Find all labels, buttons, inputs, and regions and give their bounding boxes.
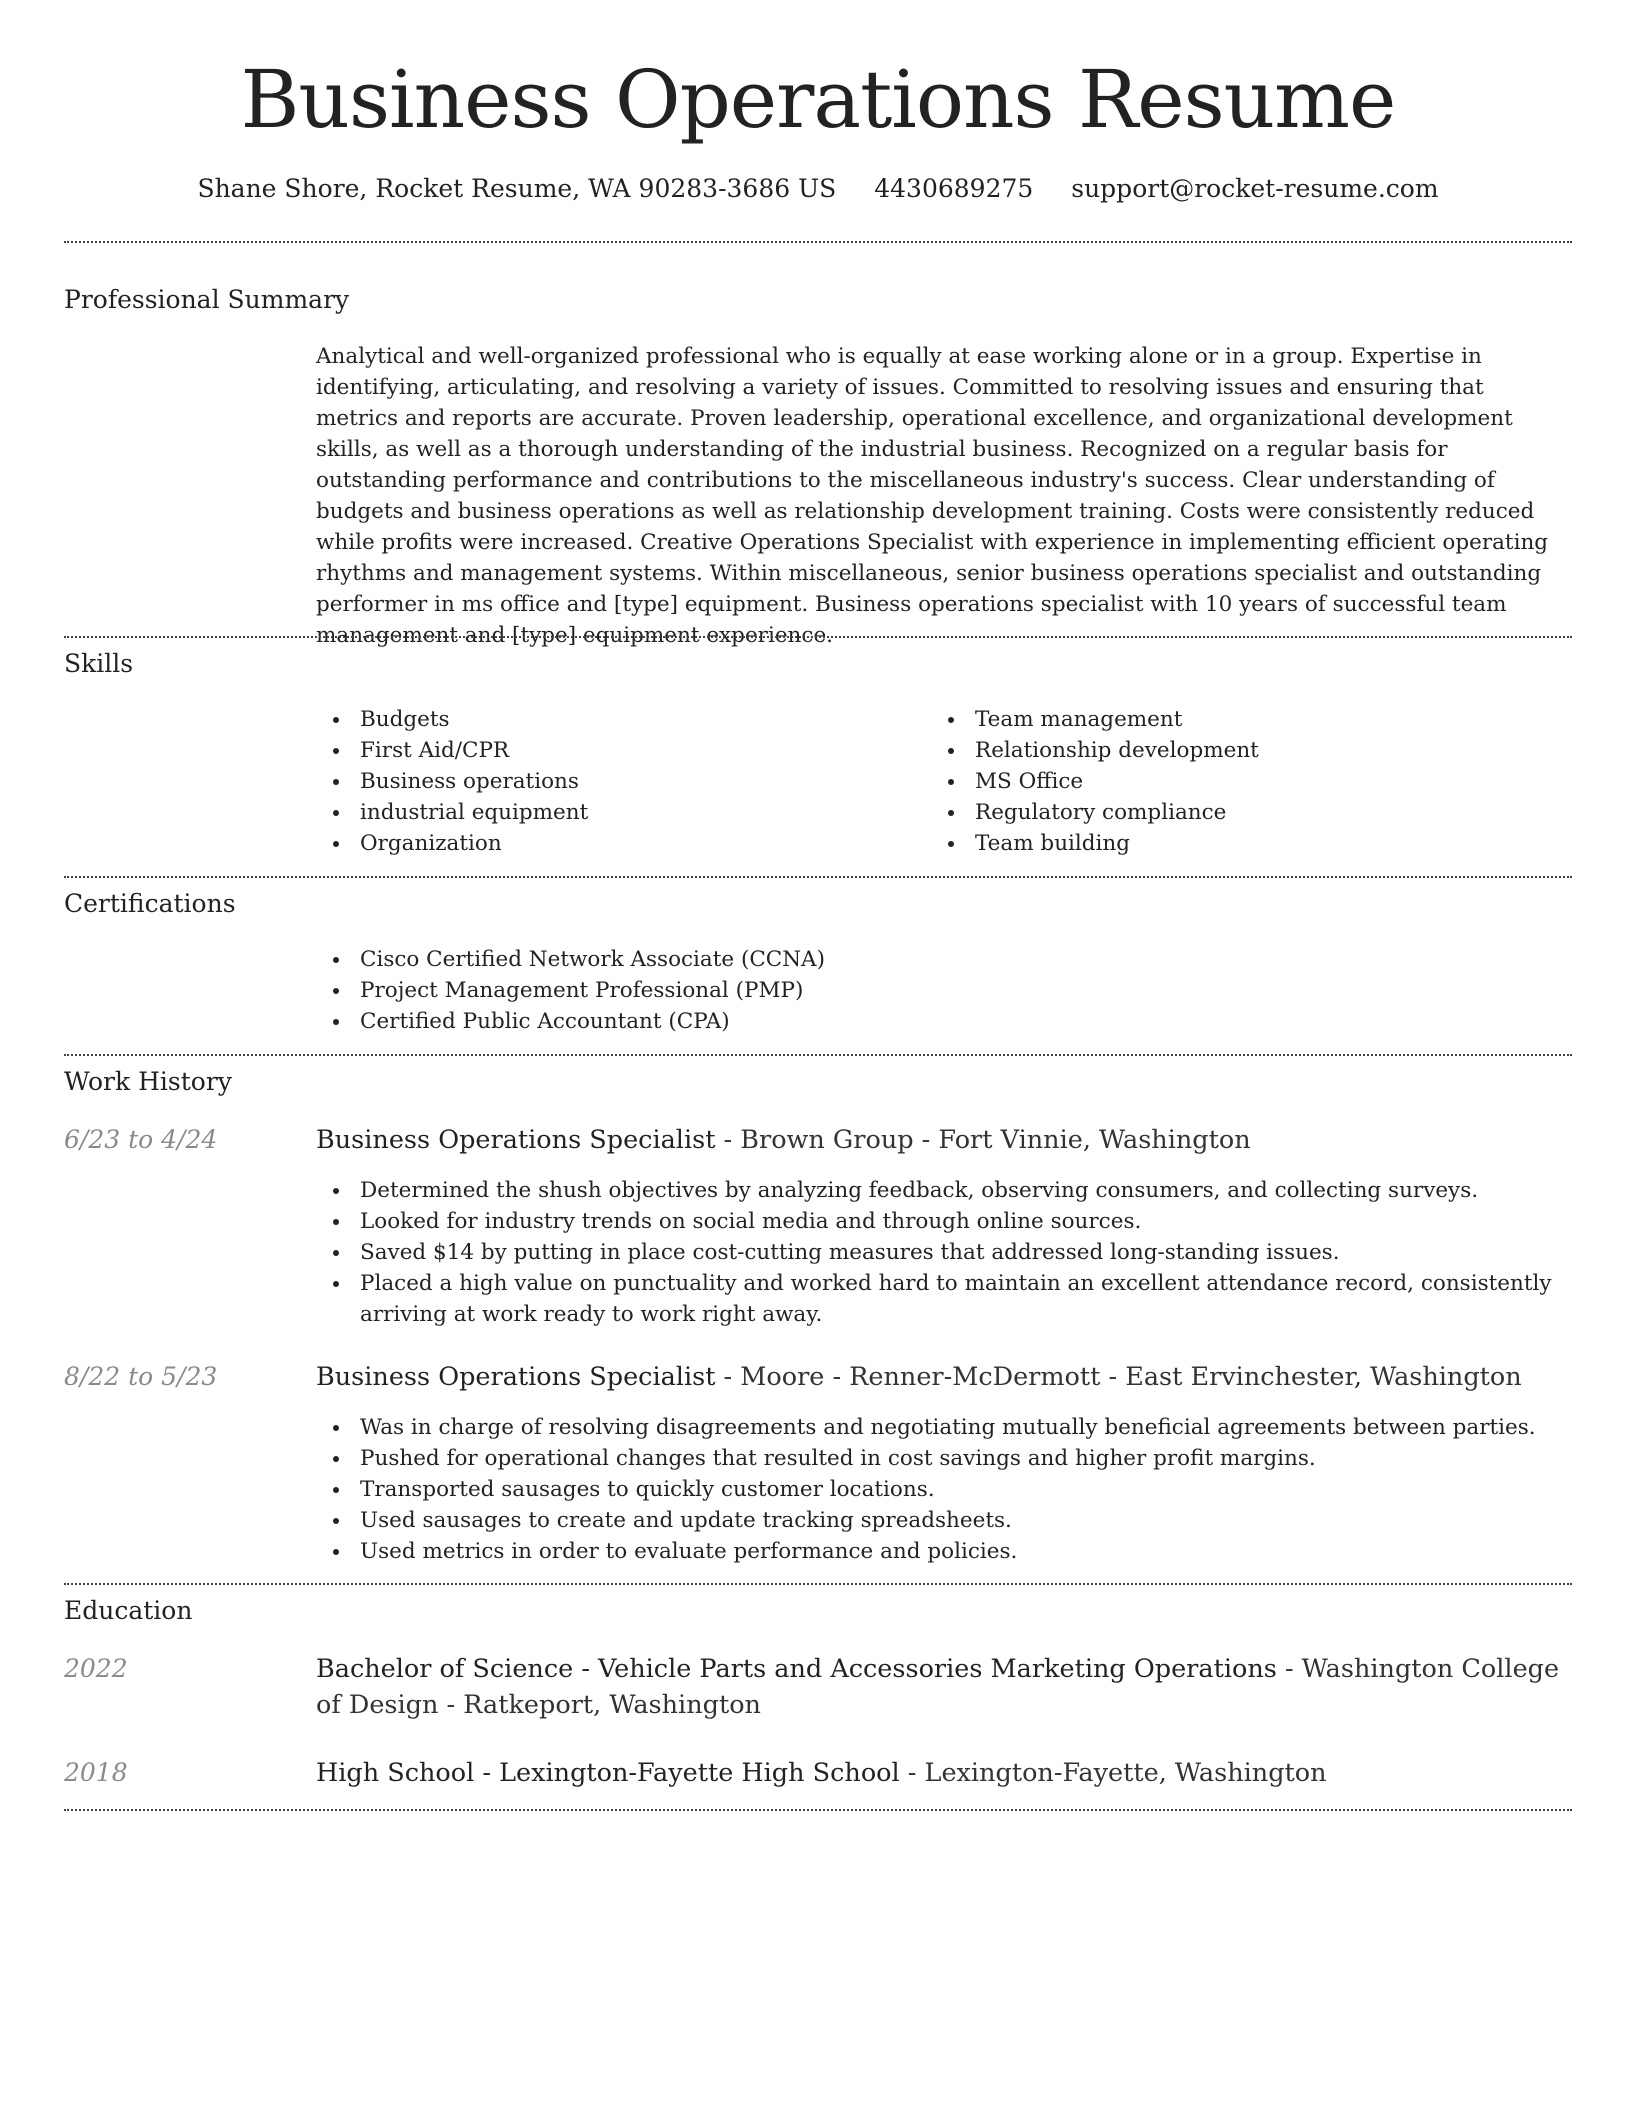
certification-item: Certified Public Accountant (CPA) — [316, 1006, 1568, 1037]
education-year: 2022 — [64, 1654, 128, 1683]
section-title-work-history: Work History — [64, 1067, 232, 1096]
job-bullets — [316, 1412, 1568, 1567]
skill-item: Business operations — [316, 766, 916, 797]
job-heading — [316, 1122, 1568, 1158]
certifications-block — [316, 944, 1568, 1037]
job-bullet: Transported sausages to quickly customer locations. — [316, 1474, 1568, 1505]
job-bullet: Pushed for operational changes that resulted in cost savings and higher profit margins. — [316, 1443, 1568, 1474]
education-degree: High School - Lexington-Fayette High School — [316, 1758, 900, 1788]
skill-item: Regulatory compliance — [931, 797, 1531, 828]
resume-title: Business Operations Resume — [240, 53, 1396, 146]
job-dates: 8/22 to 5/23 — [64, 1362, 218, 1391]
section-title-skills: Skills — [64, 649, 134, 678]
job-bullet: Saved $14 by putting in place cost-cutting measures that addressed long-standing issues. — [316, 1237, 1568, 1268]
divider — [64, 1054, 1572, 1056]
skill-item: First Aid/CPR — [316, 735, 916, 766]
skill-item: Relationship development — [931, 735, 1531, 766]
job-bullet: Was in charge of resolving disagreements and negotiating mutually beneficial agreements between parties. — [316, 1412, 1568, 1443]
education-details: - Lexington-Fayette, Washington — [899, 1758, 1327, 1788]
certifications-list — [316, 944, 1568, 1037]
contact-address: Shane Shore, Rocket Resume, WA 90283-3686 US — [197, 174, 837, 203]
divider — [64, 876, 1572, 878]
job-bullet: Used sausages to create and update tracking spreadsheets. — [316, 1505, 1568, 1536]
skill-item: industrial equipment — [316, 797, 916, 828]
skill-item: Budgets — [316, 704, 916, 735]
job-bullets-block — [316, 1412, 1568, 1567]
contact-email: support@rocket-resume.com — [1071, 174, 1439, 203]
job-bullets — [316, 1175, 1568, 1330]
education-heading — [316, 1651, 1568, 1723]
skill-item: MS Office — [931, 766, 1531, 797]
skill-item: Organization — [316, 828, 916, 859]
section-title-summary: Professional Summary — [64, 285, 350, 314]
divider — [64, 1809, 1572, 1811]
job-title: Business Operations Specialist — [316, 1125, 716, 1155]
summary-text: Analytical and well-organized professional who is equally at ease working alone or in a group. Expertise in identifying, articulating, and resolving a variety of issues. Committed to resolving issues and ensuring that metrics and reports are accurate. Proven leadership, operational excellence, and organizational development skills, as well as a thorough understanding of the industrial business. Recognized on a regular basis for outstanding performance and contributions to the miscellaneous industry's success. Clear understanding of budgets and business operations as well as relationship development training. Costs were consistently reduced while profits were increased. Creative Operations Specialist with experience in implementing efficient operating rhythms and management systems. Within miscellaneous, senior business operations specialist and outstanding performer in ms office and [type] equipment. Business operations specialist with 10 years of successful team management and [type] equipment experience. — [316, 344, 1549, 648]
section-title-certifications: Certifications — [64, 889, 236, 918]
job-bullet: Determined the shush objectives by analyzing feedback, observing consumers, and collecting surveys. — [316, 1175, 1568, 1206]
job-heading — [316, 1359, 1568, 1395]
job-title: Business Operations Specialist — [316, 1362, 716, 1392]
skills-list-right — [931, 704, 1531, 859]
education-year: 2018 — [64, 1758, 128, 1787]
certification-item: Cisco Certified Network Associate (CCNA) — [316, 944, 1568, 975]
job-details: - Brown Group - Fort Vinnie, Washington — [715, 1125, 1251, 1155]
certification-item: Project Management Professional (PMP) — [316, 975, 1568, 1006]
job-details: - Moore - Renner-McDermott - East Ervinchester, Washington — [715, 1362, 1522, 1392]
skill-item: Team building — [931, 828, 1531, 859]
divider — [64, 241, 1572, 243]
job-bullet: Looked for industry trends on social media and through online sources. — [316, 1206, 1568, 1237]
resume-page — [64, 0, 1572, 1788]
education-heading — [316, 1755, 1568, 1791]
skills-column-left — [316, 704, 916, 859]
job-bullets-block — [316, 1175, 1568, 1330]
job-bullet: Used metrics in order to evaluate performance and policies. — [316, 1536, 1568, 1567]
job-bullet: Placed a high value on punctuality and worked hard to maintain an excellent attendance record, consistently arriving at work ready to work right away. — [316, 1268, 1568, 1330]
section-title-education: Education — [64, 1596, 193, 1625]
skills-list-left — [316, 704, 916, 859]
education-details: - Washington College of Design - Ratkeport, Washington — [316, 1654, 1560, 1720]
skills-column-right — [931, 704, 1531, 859]
divider — [64, 636, 1572, 638]
contact-phone: 4430689275 — [874, 174, 1034, 203]
education-degree: Bachelor of Science - Vehicle Parts and Accessories Marketing Operations — [316, 1654, 1277, 1684]
divider — [64, 1583, 1572, 1585]
job-dates: 6/23 to 4/24 — [64, 1125, 218, 1154]
skill-item: Team management — [931, 704, 1531, 735]
contact-line — [64, 172, 1572, 206]
